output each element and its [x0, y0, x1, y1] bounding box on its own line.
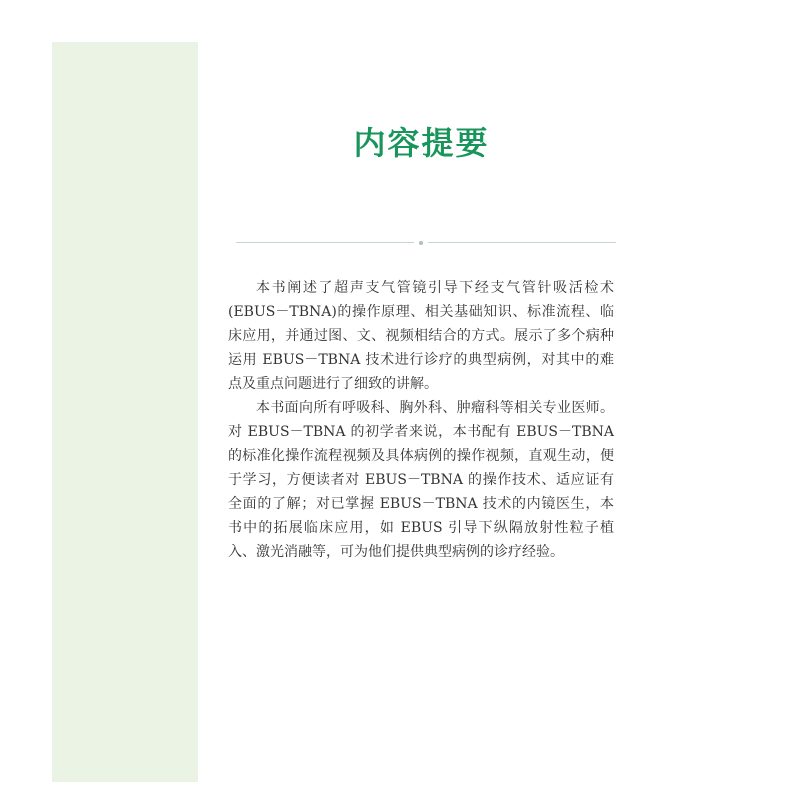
divider-line-left: [236, 242, 414, 243]
summary-paragraph-2: 本书面向所有呼吸科、胸外科、肿瘤科等相关专业医师。对 EBUS－TBNA 的初学者来说，本书配有 EBUS－TBNA 的标准化操作流程视频及具体病例的操作视频，直观生动，便于学习，方便读者对 EBUS－TBNA 的操作技术、适应证有全面的了解；对已掌握 EBUS－TBNA 技术的内镜医生，本书中的拓展临床应用，如 EBUS 引导下纵隔放射性粒子植入、激光消融等，可为他们提供典型病例的诊疗经验。: [228, 400, 614, 560]
summary-paragraph-1: 本书阐述了超声支气管镜引导下经支气管针吸活检术(EBUS－TBNA)的操作原理、相关基础知识、标准流程、临床应用，并通过图、文、视频相结合的方式。展示了多个病种运用 EBUS－TBNA 技术进行诊疗的典型病例，对其中的难点及重点问题进行了细致的讲解。: [228, 280, 614, 392]
divider-dot-icon: [419, 241, 423, 245]
page-title: 内容提要: [353, 124, 490, 162]
divider-line-right: [428, 242, 616, 243]
title-divider: [236, 241, 616, 245]
summary-body: [228, 276, 614, 564]
decorative-sidebar: [52, 42, 198, 782]
